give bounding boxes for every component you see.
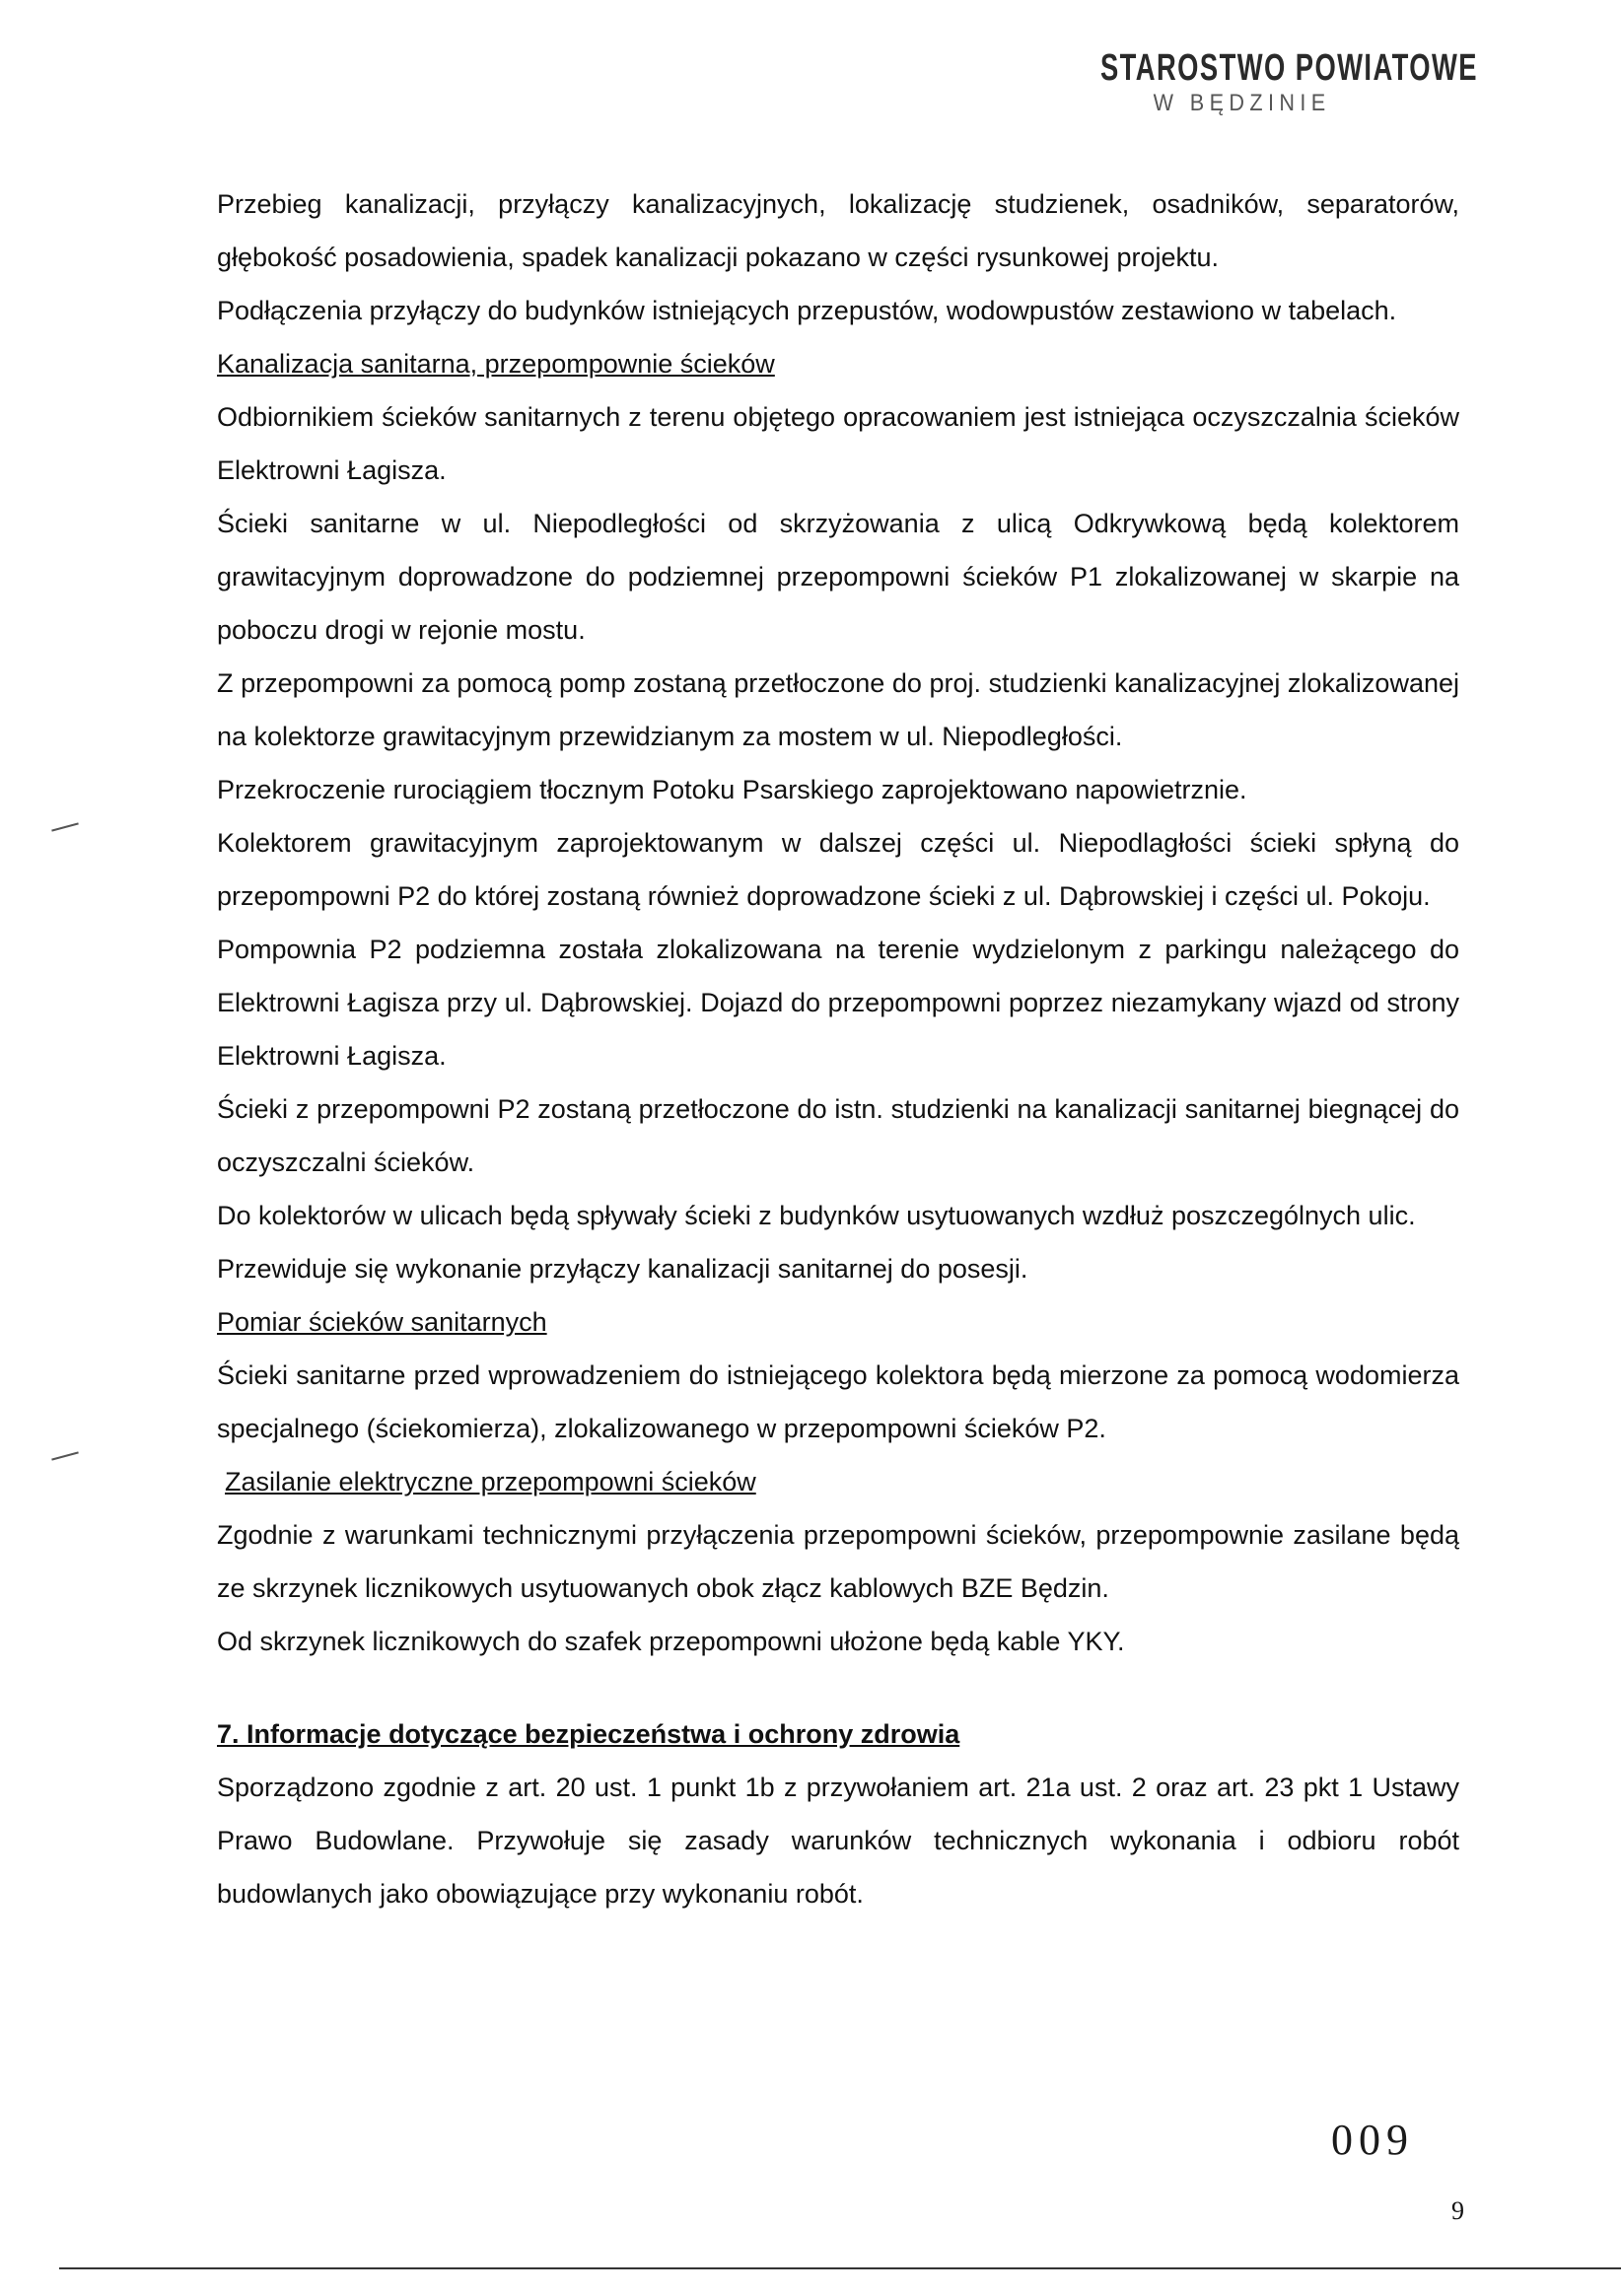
- bottom-rule: [59, 2267, 1621, 2269]
- page-number: 9: [1451, 2196, 1464, 2225]
- paragraph: Z przepompowni za pomocą pomp zostaną przetłoczone do proj. studzienki kanalizacyjnej zlokalizowanej na kolektorze grawitacyjnym przewidzianym za mostem w ul. Niepodległości.: [217, 668, 1459, 751]
- paragraph: Ścieki z przepompowni P2 zostaną przetłoczone do istn. studzienki na kanalizacji sanitarnej biegnącej do oczyszczalni ścieków.: [217, 1094, 1459, 1177]
- stamp-line-2: W BĘDZINIE: [1153, 90, 1331, 116]
- document-body: [217, 177, 1459, 1920]
- subheading-measurement: Pomiar ścieków sanitarnych: [217, 1307, 547, 1337]
- paragraph: Ścieki sanitarne w ul. Niepodległości od skrzyżowania z ulicą Odkrywkową będą kolektorem grawitacyjnym doprowadzone do podziemnej przepompowni ścieków P1 zlokalizowanej w skarpie na poboczu drogi w rejonie mostu.: [217, 509, 1459, 645]
- margin-mark: [51, 822, 79, 831]
- paragraph: Podłączenia przyłączy do budynków istniejących przepustów, wodowpustów zestawiono w tabelach.: [217, 296, 1397, 325]
- paragraph: Przebieg kanalizacji, przyłączy kanalizacyjnych, lokalizację studzienek, osadników, separatorów, głębokość posadowienia, spadek kanalizacji pokazano w części rysunkowej projektu.: [217, 189, 1459, 272]
- paragraph: Sporządzono zgodnie z art. 20 ust. 1 punkt 1b z przywołaniem art. 21a ust. 2 oraz art. 23 pkt 1 Ustawy Prawo Budowlane. Przywołuje się zasady warunków technicznych wykonania i odbioru robót budowlanych jako obowiązujące przy wykonaniu robót.: [217, 1773, 1459, 1909]
- margin-mark: [51, 1451, 79, 1460]
- paragraph: Odbiornikiem ścieków sanitarnych z terenu objętego opracowaniem jest istniejąca oczyszczalnia ścieków Elektrowni Łagisza.: [217, 402, 1459, 485]
- office-stamp: [953, 47, 1478, 117]
- paragraph: Zgodnie z warunkami technicznymi przyłączenia przepompowni ścieków, przepompownie zasilane będą ze skrzynek licznikowych usytuowanych obok złącz kablowych BZE Będzin.: [217, 1520, 1459, 1603]
- paragraph: Od skrzynek licznikowych do szafek przepompowni ułożone będą kable YKY.: [217, 1627, 1125, 1656]
- subheading-power: Zasilanie elektryczne przepompowni ścieków: [225, 1467, 756, 1496]
- paragraph: Do kolektorów w ulicach będą spływały ścieki z budynków usytuowanych wzdłuż poszczególnych ulic.: [217, 1201, 1416, 1230]
- paragraph: Pompownia P2 podziemna została zlokalizowana na terenie wydzielonym z parkingu należącego do Elektrowni Łagisza przy ul. Dąbrowskiej. Dojazd do przepompowni poprzez niezamykany wjazd od strony Elektrowni Łagisza.: [217, 935, 1459, 1071]
- subheading-sewage: Kanalizacja sanitarna, przepompownie ścieków: [217, 349, 775, 379]
- section-7-heading: 7. Informacje dotyczące bezpieczeństwa i ochrony zdrowia: [217, 1719, 960, 1749]
- paragraph: Przekroczenie rurociągiem tłocznym Potoku Psarskiego zaprojektowano napowietrznie.: [217, 775, 1247, 804]
- paragraph: Ścieki sanitarne przed wprowadzeniem do istniejącego kolektora będą mierzone za pomocą wodomierza specjalnego (ściekomierza), zlokalizowanego w przepompowni ścieków P2.: [217, 1360, 1459, 1443]
- paragraph: Przewiduje się wykonanie przyłączy kanalizacji sanitarnej do posesji.: [217, 1254, 1028, 1284]
- paragraph: Kolektorem grawitacyjnym zaprojektowanym w dalszej części ul. Niepodlagłości ścieki spłyną do przepompowni P2 do której zostaną również doprowadzone ścieki z ul. Dąbrowskiej i części ul. Pokoju.: [217, 828, 1459, 911]
- stamp-line-1: STAROSTWO POWIATOWE: [1099, 47, 1478, 89]
- stamp-number: 009: [1331, 2116, 1414, 2164]
